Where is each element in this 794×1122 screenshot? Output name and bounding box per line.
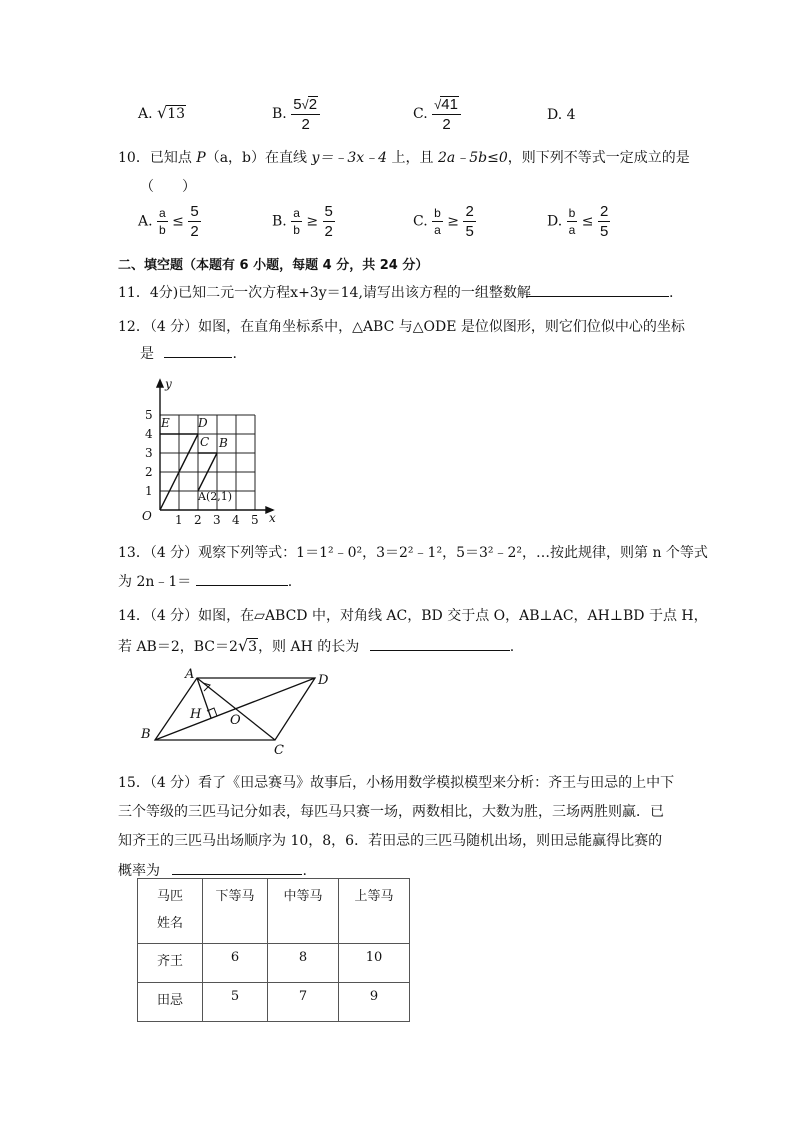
q15-line1: 15．（4 分）看了《田忌赛马》故事后，小杨用数学模拟模型来分析：齐王与田忌的上中下	[118, 775, 675, 791]
q14-parallelogram-figure	[135, 666, 340, 756]
q12-line2: 是 .	[140, 343, 237, 363]
table-cell: 10	[339, 944, 410, 983]
point-d-label: D	[198, 416, 208, 430]
q14-answer-blank[interactable]	[370, 636, 510, 651]
y-tick-2: 2	[145, 465, 153, 479]
point-b-label: B	[219, 436, 228, 450]
q15-answer-blank[interactable]	[172, 860, 302, 875]
table-row-name: 田忌	[138, 983, 203, 1022]
y-tick-4: 4	[145, 427, 153, 441]
q14-line2: 若 AB＝2，BC＝2√3，则 AH 的长为 .	[118, 636, 515, 655]
vertex-a-label: A	[185, 667, 195, 682]
point-c-label: C	[200, 435, 210, 449]
q11-text: 11．4分)已知二元一次方程x+3y＝14,请写出该方程的一组整数解	[118, 285, 531, 301]
x-tick-3: 3	[213, 513, 221, 527]
point-o-label: O	[230, 713, 241, 728]
q12-line1: 12．（4 分）如图，在直角坐标系中，△ABC 与△ODE 是位似图形，则它们位似中心的坐标	[118, 319, 685, 335]
q9-b-fraction: $\frac{5√2}{2}$	[291, 96, 320, 132]
table-cell: 9	[339, 983, 410, 1022]
table-corner-cell: 马匹 姓名	[138, 879, 203, 944]
point-a-label: A(2,1)	[198, 490, 233, 503]
q9-c-fraction: $\frac{√41}{2}$	[432, 96, 461, 132]
y-axis-label: y	[165, 377, 172, 391]
table-cell: 8	[268, 944, 339, 983]
x-axis-label: x	[269, 511, 276, 525]
vertex-c-label: C	[274, 743, 284, 756]
section-2-title: 二、填空题（本题有 6 小题，每题 4 分，共 24 分）	[118, 258, 429, 273]
q9-a-radicand: 13	[167, 106, 186, 122]
table-row	[138, 944, 410, 983]
q10-paren: （ ）	[140, 179, 196, 195]
vertex-d-label: D	[318, 673, 329, 688]
x-tick-5: 5	[251, 513, 259, 527]
q9-option-c: C. $\frac{√41}{2}$	[413, 96, 461, 132]
q9-option-d: D. 4	[547, 107, 576, 123]
q13-line2: 为 2n﹣1＝ .	[118, 571, 292, 591]
q9-option-a: A. √13	[138, 103, 186, 122]
table-cell: 6	[203, 944, 268, 983]
y-tick-5: 5	[145, 408, 153, 422]
table-col-header: 中等马	[268, 879, 339, 944]
table-row	[138, 983, 410, 1022]
q15-line3: 知齐王的三匹马出场顺序为 10，8，6．若田忌的三匹马随机出场，则田忌能赢得比赛的	[118, 833, 663, 849]
q12-answer-blank[interactable]	[164, 343, 232, 358]
q11-answer-blank[interactable]: .	[526, 282, 673, 301]
table-row-name: 齐王	[138, 944, 203, 983]
y-tick-1: 1	[145, 484, 153, 498]
y-tick-3: 3	[145, 446, 153, 460]
x-tick-4: 4	[232, 513, 240, 527]
vertex-b-label: B	[141, 727, 151, 742]
origin-label: O	[142, 509, 152, 523]
x-tick-2: 2	[194, 513, 202, 527]
table-cell: 7	[268, 983, 339, 1022]
q10-stem: 10．已知点 P（a，b）在直线 y＝﹣3x﹣4 上，且 2a﹣5b≤0，则下列不等式一定成立的是	[118, 150, 690, 166]
table-cell: 5	[203, 983, 268, 1022]
q10-option-b: B. $\frac{a}{b}$ ≥ $\frac{5}{2}$	[272, 203, 333, 240]
q13-line1: 13．（4 分）观察下列等式：1＝1²﹣0²，3＝2²﹣1²，5＝3²﹣2²，…按此规律，则第 n 个等式	[118, 545, 708, 561]
q10-option-d: D. $\frac{b}{a}$ ≤ $\frac{2}{5}$	[547, 203, 609, 240]
q15-line4: 概率为 .	[118, 860, 307, 880]
q10-option-c: C. $\frac{b}{a}$ ≥ $\frac{2}{5}$	[413, 203, 474, 240]
q15-horse-score-table	[137, 878, 410, 1022]
table-col-header: 下等马	[203, 879, 268, 944]
q12-coordinate-graph	[135, 372, 285, 527]
q9-option-b: B. $\frac{5√2}{2}$	[272, 96, 320, 132]
table-header-row	[138, 879, 410, 944]
q15-line2: 三个等级的三匹马记分如表，每匹马只赛一场，两数相比，大数为胜，三场两胜则赢．已	[118, 804, 664, 820]
q13-answer-blank[interactable]	[196, 571, 288, 586]
q14-line1: 14．（4 分）如图，在▱ABCD 中，对角线 AC，BD 交于点 O，AB⊥AC，AH⊥BD 于点 H，	[118, 608, 708, 624]
table-col-header: 上等马	[339, 879, 410, 944]
x-tick-1: 1	[175, 513, 183, 527]
point-h-label: H	[190, 707, 202, 722]
point-e-label: E	[161, 416, 170, 430]
q10-option-a: A. $\frac{a}{b}$ ≤ $\frac{5}{2}$	[138, 203, 199, 240]
